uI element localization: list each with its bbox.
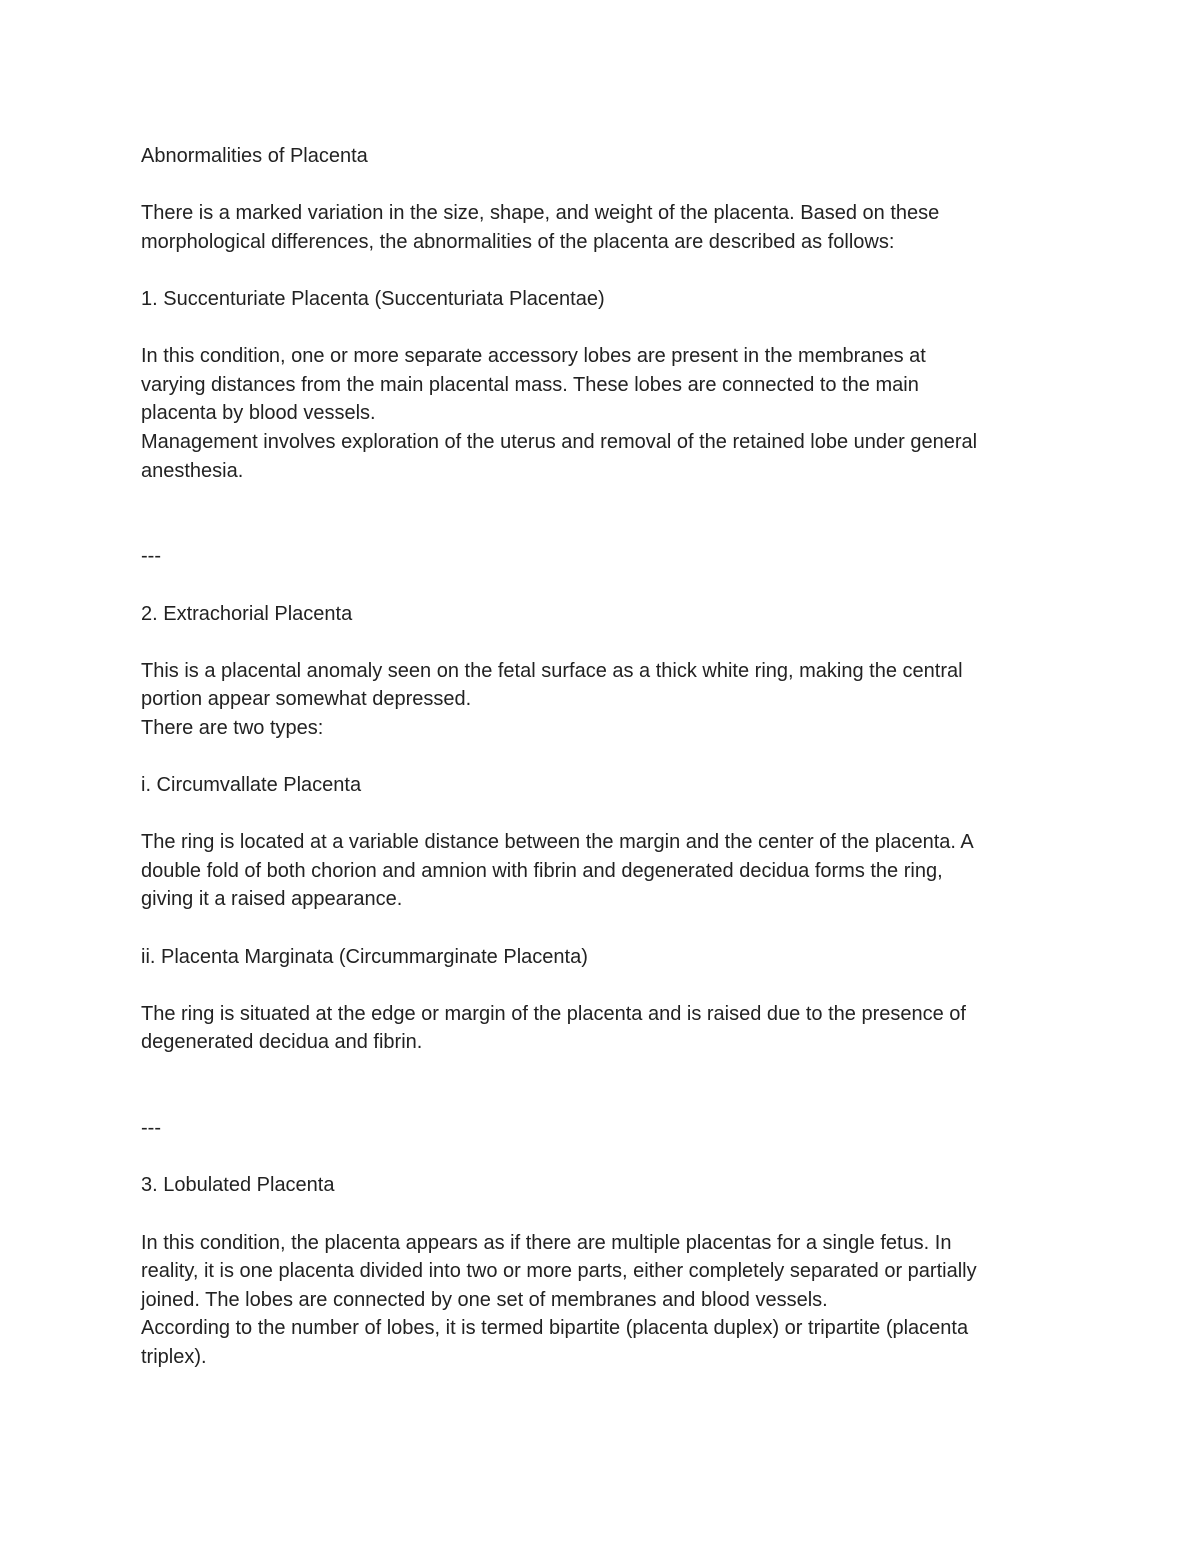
document-page [141, 142, 1071, 1372]
paragraph-line: double fold of both chorion and amnion with fibrin and degenerated decidua forms the ring, [141, 859, 943, 882]
section1-paragraph [141, 342, 1071, 485]
paragraph-line: varying distances from the main placental mass. These lobes are connected to the main [141, 373, 919, 396]
spacer [141, 314, 1071, 343]
paragraph-line: In this condition, the placenta appears as if there are multiple placentas for a single fetus. In [141, 1231, 952, 1254]
circumvallate-paragraph [141, 828, 1071, 914]
paragraph-line: In this condition, one or more separate accessory lobes are present in the membranes at [141, 345, 926, 368]
paragraph-line: The ring is located at a variable distance between the margin and the center of the placenta. A [141, 831, 974, 854]
section-heading-succenturiate: 1. Succenturiate Placenta (Succenturiata Placentae) [141, 287, 605, 310]
spacer [141, 171, 1071, 200]
paragraph-line: reality, it is one placenta divided into two or more parts, either completely separated or partially [141, 1260, 977, 1283]
paragraph-line: joined. The lobes are connected by one set of membranes and blood vessels. [141, 1288, 828, 1311]
section-heading-lobulated: 3. Lobulated Placenta [141, 1174, 335, 1197]
spacer [141, 571, 1071, 600]
spacer [141, 1057, 1071, 1114]
spacer [141, 256, 1071, 285]
paragraph-line: portion appear somewhat depressed. [141, 688, 472, 711]
marginata-paragraph [141, 1000, 1071, 1057]
intro-line: There is a marked variation in the size, shape, and weight of the placenta. Based on these [141, 202, 940, 225]
paragraph-line: placenta by blood vessels. [141, 402, 376, 425]
spacer [141, 971, 1071, 1000]
section3-paragraph [141, 1229, 1071, 1372]
spacer [141, 1200, 1071, 1229]
intro-paragraph [141, 199, 1071, 256]
spacer [141, 742, 1071, 771]
section-separator: --- [141, 1117, 161, 1140]
paragraph-line: Management involves exploration of the uterus and removal of the retained lobe under general [141, 430, 978, 453]
paragraph-line: anesthesia. [141, 459, 244, 482]
paragraph-line: There are two types: [141, 716, 324, 739]
paragraph-line: This is a placental anomaly seen on the fetal surface as a thick white ring, making the central [141, 659, 963, 682]
subsection-heading-circumvallate: i. Circumvallate Placenta [141, 774, 362, 797]
spacer [141, 628, 1071, 657]
paragraph-line: The ring is situated at the edge or margin of the placenta and is raised due to the presence of [141, 1002, 966, 1025]
paragraph-line: triplex). [141, 1345, 207, 1368]
subsection-heading-marginata: ii. Placenta Marginata (Circummarginate Placenta) [141, 945, 588, 968]
intro-line: morphological differences, the abnormalities of the placenta are described as follows: [141, 230, 895, 253]
document-title: Abnormalities of Placenta [141, 145, 368, 167]
spacer [141, 485, 1071, 542]
spacer [141, 914, 1071, 943]
section-separator: --- [141, 545, 161, 568]
spacer [141, 800, 1071, 829]
spacer [141, 1143, 1071, 1172]
paragraph-line: degenerated decidua and fibrin. [141, 1031, 423, 1054]
paragraph-line: According to the number of lobes, it is termed bipartite (placenta duplex) or tripartite (placenta [141, 1317, 969, 1340]
section-heading-extrachorial: 2. Extrachorial Placenta [141, 602, 353, 625]
section2-paragraph [141, 657, 1071, 743]
paragraph-line: giving it a raised appearance. [141, 888, 403, 911]
